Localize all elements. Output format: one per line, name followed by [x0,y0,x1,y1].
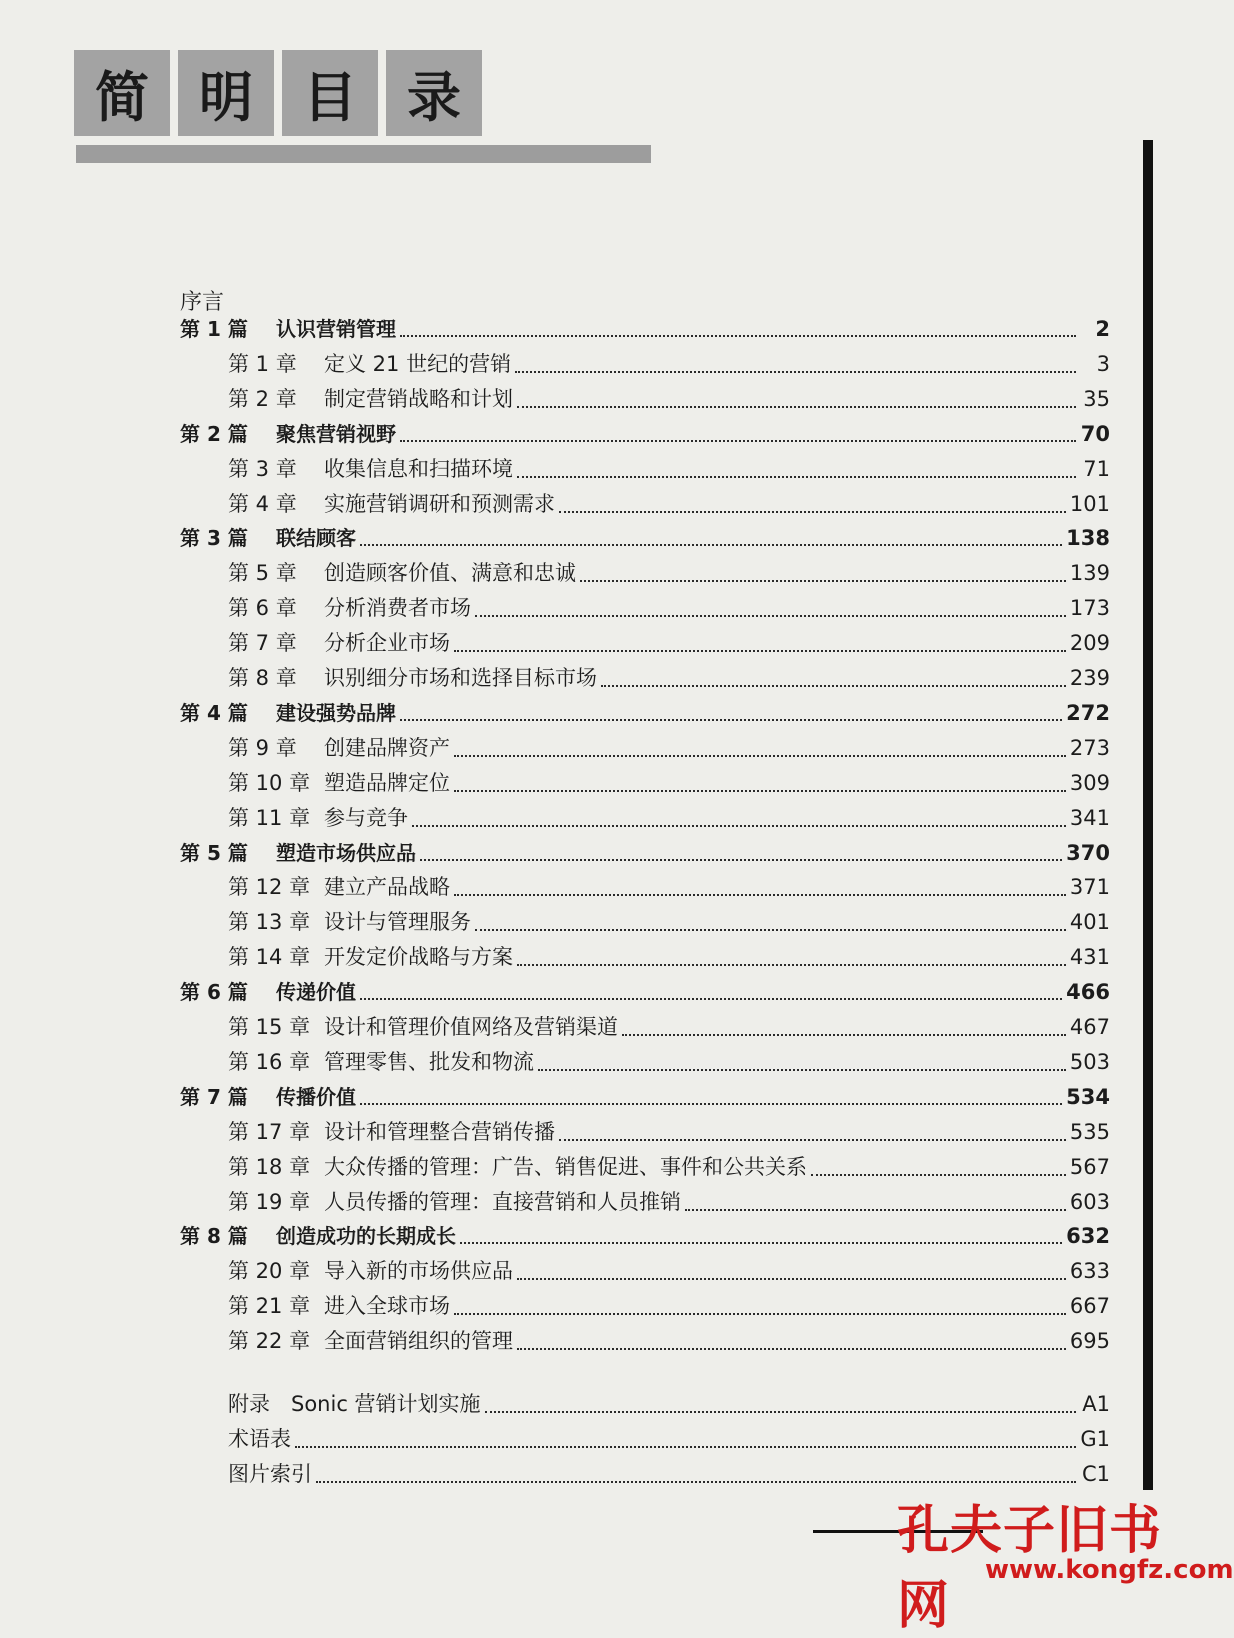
entry-title: 图片索引 [228,1461,312,1486]
entry-title: 传播价值 [276,1084,356,1109]
page-number: C1 [1081,1461,1110,1486]
entry-label [180,313,396,342]
entry-number: 第 22 章 [228,1329,311,1354]
entry-number: 第 10 章 [228,770,311,795]
dot-leader [538,1069,1066,1071]
page-number: 138 [1066,526,1110,551]
entry-title: 附录 Sonic 营销计划实施 [228,1392,481,1416]
page-number: 3 [1096,351,1110,376]
page-number: G1 [1080,1426,1110,1451]
dot-leader [475,615,1066,617]
dot-leader [559,511,1066,513]
entry-number: 第 5 篇 [180,840,248,865]
dot-leader [454,894,1066,896]
entry-label [228,1423,291,1453]
entry-number: 第 9 章 [228,735,297,760]
page-number: 341 [1069,805,1110,830]
entry-title: 导入新的市场供应品 [324,1259,513,1284]
dot-leader [475,929,1066,931]
dot-leader [580,580,1066,582]
dot-leader [460,1242,1062,1244]
entry-number: 第 8 章 [228,666,297,690]
dot-leader [811,1174,1066,1176]
dot-leader [622,1034,1066,1036]
entry-label [228,941,513,971]
page-number: 273 [1069,735,1110,760]
entry-title: 设计和管理整合营销传播 [324,1119,555,1144]
entry-title: 建立产品战略 [324,875,450,900]
title-char: 目 [303,64,357,129]
entry-label [228,348,511,378]
entry-label [180,1081,356,1110]
toc-chapter-entry [228,627,1110,657]
page-number: A1 [1082,1392,1110,1416]
dot-leader [316,1481,1076,1483]
toc-part-entry [180,697,1110,726]
toc-chapter-entry [228,592,1110,622]
entry-number: 第 4 章 [228,491,297,516]
entry-label [228,1046,534,1076]
toc-chapter-entry [228,557,1110,587]
dot-leader [454,650,1066,652]
entry-number: 第 16 章 [228,1049,311,1074]
toc-chapter-entry [228,732,1110,762]
entry-title: 设计与管理服务 [324,910,471,935]
entry-label [228,488,555,518]
entry-title: 建设强势品牌 [276,700,396,725]
entry-title: 定义 21 世纪的营销 [324,351,512,376]
title-char: 录 [407,64,461,129]
page-number: 466 [1066,980,1110,1005]
toc-part-entry [180,837,1110,866]
entry-label [228,732,450,762]
page-number: 71 [1083,456,1110,481]
entry-number: 第 12 章 [228,875,311,900]
entry-label [180,418,396,447]
entry-label [228,1011,618,1041]
entry-number: 第 13 章 [228,910,311,935]
entry-number: 第 15 章 [228,1015,311,1039]
entry-number: 第 19 章 [228,1189,311,1214]
page-number: 603 [1069,1189,1110,1214]
dot-leader [517,476,1076,478]
entry-title: 创建品牌资产 [324,735,450,760]
entry-title: 传递价值 [276,980,356,1005]
toc-appendix-entry [228,1458,1110,1488]
toc-chapter-entry [228,453,1110,483]
toc-chapter-entry [228,383,1110,413]
entry-title: 开发定价战略与方案 [324,945,513,970]
entry-label [228,906,471,936]
entry-number: 第 11 章 [228,805,311,830]
dot-leader [360,1103,1062,1105]
dot-leader [400,335,1076,337]
toc-chapter-entry [228,1186,1110,1216]
entry-number: 第 7 章 [228,631,297,656]
entry-title: 塑造品牌定位 [324,770,450,795]
page-number: 2 [1095,317,1110,341]
entry-label [228,557,576,587]
entry-label [180,522,356,551]
dot-leader [515,371,1076,373]
toc-chapter-entry [228,1046,1110,1076]
entry-label [180,837,416,866]
toc-appendix-entry [228,1388,1110,1418]
page-number: 503 [1069,1049,1110,1074]
toc-chapter-entry [228,871,1110,901]
toc-chapter-entry [228,1116,1110,1146]
entry-number: 第 1 章 [228,351,297,376]
entry-title: 识别细分市场和选择目标市场 [324,666,597,690]
page-number: 467 [1069,1015,1110,1039]
entry-number: 第 3 章 [228,456,297,481]
page-number: 70 [1080,421,1110,446]
dot-leader [360,544,1062,546]
dot-leader [517,1278,1066,1280]
entry-number: 第 6 章 [228,596,297,621]
toc-part-entry [180,522,1110,551]
entry-number: 第 3 篇 [180,526,248,551]
entry-title: 创造成功的长期成长 [276,1224,456,1249]
title-char: 简 [95,64,149,129]
entry-number: 第 17 章 [228,1119,311,1144]
entry-title: 认识营销管理 [276,317,396,341]
entry-label [180,976,356,1005]
dot-leader [517,964,1066,966]
toc-chapter-entry [228,1325,1110,1355]
entry-label [228,1290,450,1320]
page-number: 370 [1066,840,1110,865]
dot-leader [360,998,1062,1000]
dot-leader [685,1209,1066,1211]
entry-title: 人员传播的管理：直接营销和人员推销 [324,1189,681,1214]
dot-leader [454,1313,1066,1315]
entry-label [228,662,597,692]
entry-label [228,1255,513,1285]
dot-leader [454,790,1066,792]
dot-leader [295,1446,1076,1448]
entry-title: 实施营销调研和预测需求 [324,491,555,516]
entry-label [228,1186,681,1216]
entry-title: 大众传播的管理：广告、销售促进、事件和公共关系 [324,1154,807,1179]
dot-leader [400,719,1062,721]
page-number: 309 [1069,770,1110,795]
toc-chapter-entry [228,767,1110,797]
entry-title: 联结顾客 [276,526,356,551]
dot-leader [517,1348,1066,1350]
toc-part-entry [180,418,1110,447]
page-number: 101 [1069,491,1110,516]
entry-label [228,1151,807,1181]
page-number: 371 [1069,875,1110,900]
entry-title: 聚焦营销视野 [276,421,396,446]
entry-number: 第 4 篇 [180,700,248,725]
entry-title: 参与竞争 [324,805,408,830]
entry-number: 第 20 章 [228,1259,311,1284]
entry-label [228,383,513,413]
toc-part-entry [180,1220,1110,1249]
entry-number: 第 8 篇 [180,1224,248,1249]
dot-leader [601,685,1066,687]
preface-label: 序言 [180,290,225,315]
entry-number: 第 18 章 [228,1154,311,1179]
toc-chapter-entry [228,906,1110,936]
entry-label [228,453,513,483]
toc-chapter-entry [228,1290,1110,1320]
page-number: 35 [1083,386,1110,411]
toc-chapter-entry [228,662,1110,692]
page-number: 239 [1069,666,1110,690]
toc-chapter-entry [228,1255,1110,1285]
entry-title: 制定营销战略和计划 [324,386,513,411]
entry-label [228,767,450,797]
toc-chapter-entry [228,941,1110,971]
entry-label [228,592,471,622]
watermark-text: 孔夫子旧书网 [897,1501,1163,1636]
page-number: 695 [1069,1329,1110,1354]
page-number: 567 [1069,1154,1110,1179]
dot-leader [400,440,1076,442]
toc-chapter-entry [228,488,1110,518]
entry-title: 全面营销组织的管理 [324,1329,513,1354]
entry-number: 第 7 篇 [180,1084,248,1109]
entry-number: 第 2 篇 [180,421,248,446]
entry-label [180,1220,456,1249]
page-number: 139 [1069,561,1110,586]
page-number: 535 [1069,1119,1110,1144]
preface [180,285,224,316]
entry-title: 创造顾客价值、满意和忠诚 [324,561,576,586]
entry-number: 第 21 章 [228,1294,311,1319]
dot-leader [517,406,1076,408]
entry-label [228,627,450,657]
entry-title: 设计和管理价值网络及营销渠道 [324,1015,618,1039]
toc-part-entry [180,976,1110,1005]
page-number: 173 [1069,596,1110,621]
entry-title: 进入全球市场 [324,1294,450,1319]
entry-number: 第 6 篇 [180,980,248,1005]
entry-title: 收集信息和扫描环境 [324,456,513,481]
page-number: 632 [1066,1224,1110,1249]
watermark-url: www.kongfz.com [985,1555,1234,1585]
entry-label [228,1325,513,1355]
toc-chapter-entry [228,1151,1110,1181]
toc-part-entry [180,1081,1110,1110]
entry-title: 分析消费者市场 [324,596,471,621]
entry-number: 第 14 章 [228,945,311,970]
entry-number: 第 2 章 [228,386,297,411]
page-number: 272 [1066,700,1110,725]
dot-leader [454,755,1066,757]
page-number: 633 [1069,1259,1110,1284]
dot-leader [559,1139,1066,1141]
entry-title: 分析企业市场 [324,631,450,656]
entry-title: 管理零售、批发和物流 [324,1049,534,1074]
entry-title: 塑造市场供应品 [276,840,416,865]
toc-chapter-entry [228,1011,1110,1041]
page-number: 534 [1066,1084,1110,1109]
toc-chapter-entry [228,802,1110,832]
entry-title: 术语表 [228,1426,291,1451]
dot-leader [485,1411,1076,1413]
entry-label [228,1116,555,1146]
entry-label [228,1388,481,1418]
entry-label [228,802,408,832]
dot-leader [420,859,1062,861]
page-number: 401 [1069,910,1110,935]
entry-label [228,871,450,901]
toc-appendix-entry [228,1423,1110,1453]
page-number: 431 [1069,945,1110,970]
dot-leader [412,825,1066,827]
page-number: 667 [1069,1294,1110,1319]
page-number: 209 [1069,631,1110,656]
toc-chapter-entry [228,348,1110,378]
entry-label [228,1458,312,1488]
entry-label [180,697,396,726]
title-char: 明 [199,64,253,129]
entry-number: 第 1 篇 [180,317,248,341]
entry-number: 第 5 章 [228,561,297,586]
toc-part-entry [180,313,1110,342]
